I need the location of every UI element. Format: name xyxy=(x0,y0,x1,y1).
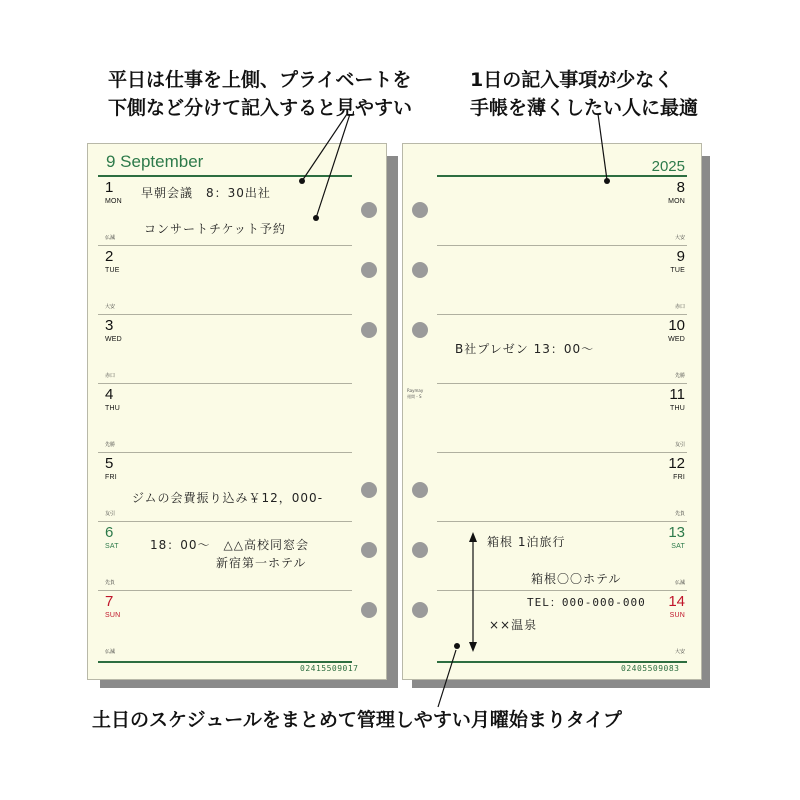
binder-hole xyxy=(361,202,377,218)
binder-hole xyxy=(361,482,377,498)
rokuyo-label: 大安 xyxy=(674,649,685,655)
day-number: 4 xyxy=(105,386,114,403)
day-number: 9 xyxy=(676,248,685,265)
day-number: 14 xyxy=(668,593,685,610)
day-divider xyxy=(98,590,352,591)
annotation-bottom: 土日のスケジュールをまとめて管理しやすい月曜始まりタイプ xyxy=(92,709,622,731)
annotation-top-left-line1: 平日は仕事を上側、プライベートを xyxy=(108,69,412,91)
right-page-header: 2025 xyxy=(651,158,685,175)
binder-hole xyxy=(412,262,428,278)
right-page-code: 02405509083 xyxy=(621,664,680,673)
day-divider xyxy=(437,383,687,384)
right-note-4: TEL：000-000-000 xyxy=(527,596,646,609)
day-divider xyxy=(98,452,352,453)
day-divider xyxy=(98,383,352,384)
day-divider xyxy=(437,590,687,591)
left-note-1: 早朝会議 8：30出社 xyxy=(141,186,271,200)
rokuyo-label: 友引 xyxy=(674,442,685,448)
rokuyo-label: 赤口 xyxy=(674,304,685,310)
rokuyo-label: 先勝 xyxy=(674,373,685,379)
day-divider xyxy=(437,314,687,315)
rokuyo-label: 仏滅 xyxy=(674,580,685,586)
right-note-3: 箱根〇〇ホテル xyxy=(531,572,622,586)
day-number: 13 xyxy=(668,524,685,541)
rokuyo-label: 仏滅 xyxy=(105,649,116,655)
day-number: 8 xyxy=(676,179,685,196)
left-page-code: 02415509017 xyxy=(300,664,359,673)
day-name: SAT xyxy=(105,543,119,550)
day-divider xyxy=(98,521,352,522)
right-header-rule xyxy=(437,175,687,177)
annotation-top-left xyxy=(108,66,412,122)
day-divider xyxy=(437,521,687,522)
day-divider xyxy=(98,245,352,246)
left-note-4: 18：00～ △△高校同窓会 xyxy=(150,538,309,552)
rokuyo-label: 赤口 xyxy=(105,373,116,379)
day-name: MON xyxy=(668,198,685,205)
day-divider xyxy=(437,452,687,453)
day-name: SUN xyxy=(105,612,121,619)
rokuyo-label: 仏滅 xyxy=(105,235,116,241)
binder-hole xyxy=(412,482,428,498)
day-number: 6 xyxy=(105,524,114,541)
day-number: 11 xyxy=(669,386,685,403)
left-page-header: 9 September xyxy=(106,152,204,171)
day-number: 3 xyxy=(105,317,114,334)
binder-hole xyxy=(412,322,428,338)
left-footer-rule xyxy=(98,661,352,663)
day-name: SAT xyxy=(671,543,685,550)
day-name: TUE xyxy=(670,267,685,274)
rokuyo-label: 先負 xyxy=(105,580,116,586)
binder-hole xyxy=(412,542,428,558)
rokuyo-label: 大安 xyxy=(105,304,116,310)
day-name: MON xyxy=(105,198,122,205)
left-note-3: ジムの会費振り込み￥12，000- xyxy=(132,491,324,505)
day-name: TUE xyxy=(105,267,120,274)
day-number: 5 xyxy=(105,455,114,472)
day-divider xyxy=(437,245,687,246)
rokuyo-label: 友引 xyxy=(105,511,116,517)
day-name: FRI xyxy=(673,474,685,481)
day-number: 1 xyxy=(105,179,114,196)
binder-hole xyxy=(361,602,377,618)
day-name: THU xyxy=(105,405,120,412)
binder-hole xyxy=(361,262,377,278)
left-note-5: 新宿第一ホテル xyxy=(216,556,307,570)
day-name: THU xyxy=(670,405,685,412)
annotation-top-right-line1: 1日の記入事項が少なく xyxy=(470,69,674,91)
binder-hole xyxy=(361,322,377,338)
right-page xyxy=(402,143,702,680)
binder-hole xyxy=(412,602,428,618)
annotation-top-right xyxy=(470,66,698,122)
right-side-note xyxy=(407,388,423,400)
left-header-rule xyxy=(98,175,352,177)
left-page xyxy=(87,143,387,680)
rokuyo-label: 先勝 xyxy=(105,442,116,448)
right-side-note-2: 週間・S xyxy=(407,394,422,399)
day-number: 2 xyxy=(105,248,114,265)
day-name: WED xyxy=(668,336,685,343)
day-number: 7 xyxy=(105,593,114,610)
rokuyo-label: 大安 xyxy=(674,235,685,241)
day-number: 10 xyxy=(668,317,685,334)
left-note-2: コンサートチケット予約 xyxy=(144,222,286,236)
day-name: FRI xyxy=(105,474,117,481)
annotation-top-right-line2: 手帳を薄くしたい人に最適 xyxy=(470,97,699,119)
binder-hole xyxy=(361,542,377,558)
binder-hole xyxy=(412,202,428,218)
annotation-top-left-line2: 下側など分けて記入すると見やすい xyxy=(108,97,413,119)
day-name: WED xyxy=(105,336,122,343)
day-divider xyxy=(98,314,352,315)
rokuyo-label: 先負 xyxy=(674,511,685,517)
right-note-1: B社プレゼン 13：00～ xyxy=(455,342,595,356)
right-note-5: ××温泉 xyxy=(489,618,538,632)
day-number: 12 xyxy=(668,455,685,472)
right-side-note-1: Raymay xyxy=(407,388,424,393)
right-footer-rule xyxy=(437,661,687,663)
right-note-2: 箱根 1泊旅行 xyxy=(487,535,566,549)
day-name: SUN xyxy=(669,612,685,619)
